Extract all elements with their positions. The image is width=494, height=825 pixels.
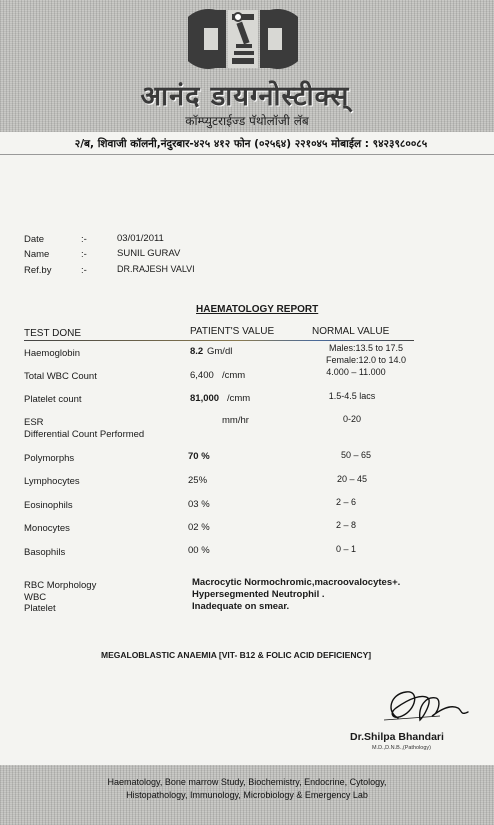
test-name: Basophils	[24, 547, 66, 558]
test-name: Platelet count	[24, 394, 82, 405]
lab-address: २/ब, शिवाजी कॉलनी,नंदुरबार-४२५ ४१२ फोन (०२५६४) २२१०४५ मोबाईल : ९४२३९८००८५	[74, 138, 428, 150]
refby-label: Ref.by	[24, 265, 52, 276]
test-name: Lymphocytes	[24, 476, 80, 487]
date-separator: :-	[81, 234, 87, 245]
morphology-finding: Macrocytic Normochromic,macroovalocytes+.	[192, 577, 401, 588]
value-unit: Gm/dl	[207, 346, 233, 357]
test-name: Differential Count Performed	[24, 429, 145, 440]
lab-name: आनंद डायग्नोस्टीक्स्	[140, 81, 350, 112]
normal-range: 4.000 – 11.000	[326, 367, 386, 377]
patient-value: 02 %	[188, 522, 210, 533]
morphology-label: RBC Morphology	[24, 580, 97, 591]
test-name: Haemoglobin	[24, 348, 80, 359]
test-name: Monocytes	[24, 523, 70, 534]
value-unit: mm/hr	[222, 415, 249, 426]
col-test-header: TEST DONE	[24, 328, 82, 339]
value-unit: /cmm	[227, 393, 251, 404]
date-label: Date	[24, 234, 45, 245]
name-separator: :-	[81, 249, 87, 260]
referring-doctor: DR.RAJESH VALVI	[117, 264, 195, 274]
normal-range: 2 – 8	[335, 520, 357, 530]
lab-logo	[188, 4, 298, 74]
refby-separator: :-	[81, 265, 87, 276]
morphology-finding: Hypersegmented Neutrophil .	[192, 589, 325, 600]
test-name: Eosinophils	[24, 500, 73, 511]
services-line: Haematology, Bone marrow Study, Biochemistry, Endocrine, Cytology,	[107, 777, 387, 787]
patient-value: 6,400	[190, 370, 214, 381]
services-line: Histopathology, Immunology, Microbiology & Emergency Lab	[126, 790, 368, 800]
normal-range: 0-20	[342, 414, 361, 424]
value-unit: /cmm	[222, 370, 246, 381]
patient-name: SUNIL GURAV	[117, 248, 181, 259]
test-name: Polymorphs	[24, 453, 75, 464]
normal-range: 0 – 1	[335, 544, 357, 554]
patient-value: 25%	[188, 475, 208, 486]
normal-range: 20 – 45	[336, 474, 368, 484]
report-date: 03/01/2011	[117, 233, 164, 244]
col-normal-header: NORMAL VALUE	[312, 326, 390, 337]
diagnosis-conclusion: MEGALOBLASTIC ANAEMIA [VIT- B12 & FOLIC ACID DEFICIENCY]	[101, 650, 372, 660]
header-divider	[0, 154, 494, 155]
normal-range: 2 – 6	[335, 497, 357, 507]
normal-range: 50 – 65	[340, 450, 372, 460]
lab-tagline: कॉम्प्युटराईज्ड पॅथोलॉजी लॅब	[185, 114, 309, 128]
morphology-finding: Inadequate on smear.	[192, 601, 290, 612]
col-value-header: PATIENT'S VALUE	[190, 326, 275, 337]
normal-range: 1.5-4.5 lacs	[328, 391, 376, 401]
test-name: ESR	[24, 417, 44, 428]
name-label: Name	[24, 249, 50, 260]
normal-range: Males:13.5 to 17.5	[328, 343, 404, 353]
morphology-label: WBC	[24, 592, 47, 603]
normal-range: Female:12.0 to 14.0	[325, 355, 407, 365]
patient-value: 8.2	[190, 346, 204, 357]
patient-value: 81,000	[190, 393, 220, 404]
patient-value: 00 %	[188, 545, 210, 556]
signatory-qualifications: M.D.,D.N.B.,(Pathology)	[372, 745, 431, 751]
test-name: Total WBC Count	[24, 371, 97, 382]
patient-value: 70 %	[188, 451, 210, 462]
signature	[380, 686, 476, 726]
signatory-name: Dr.Shilpa Bhandari	[350, 731, 444, 743]
header-underline	[24, 340, 414, 341]
report-title: HAEMATOLOGY REPORT	[196, 304, 319, 315]
morphology-label: Platelet	[24, 603, 56, 614]
patient-value: 03 %	[188, 499, 210, 510]
